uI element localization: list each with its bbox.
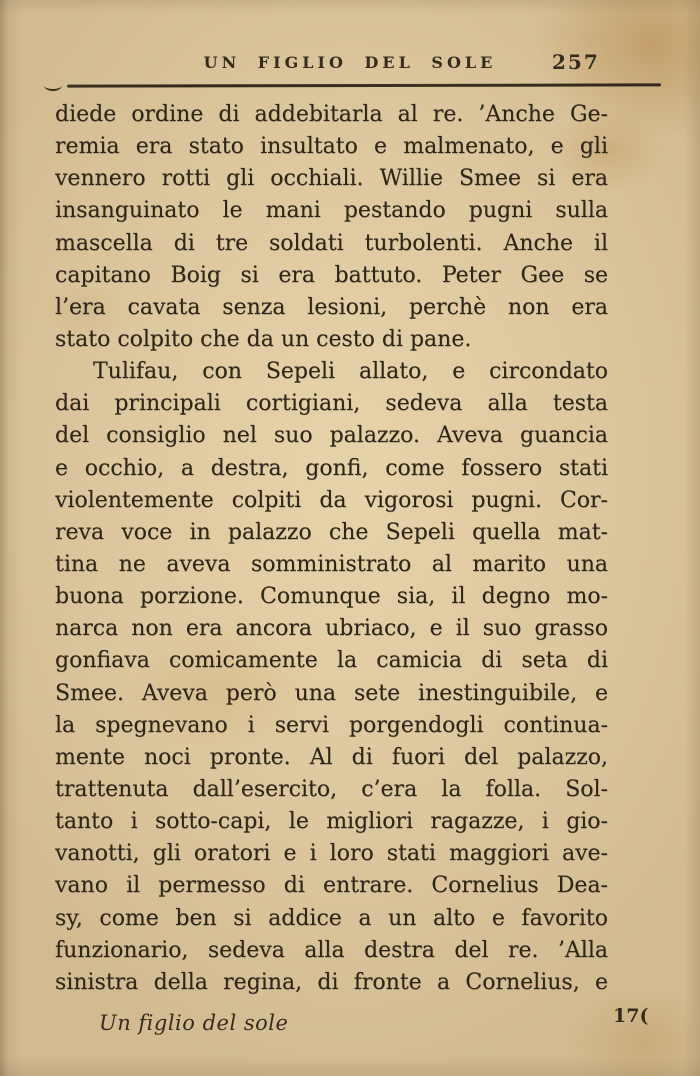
text-line: funzionario, sedeva alla destra del re. ’Alla <box>55 937 608 963</box>
text-line: sinistra della regina, di fronte a Cornelius, e <box>55 969 608 995</box>
text-line: gonfiava comicamente la camicia di seta di <box>55 648 608 674</box>
text-block <box>55 99 608 999</box>
text-line: la spegnevano i servi porgendogli continua- <box>55 712 608 738</box>
text-line: tanto i sotto-capi, le migliori ragazze, i gio- <box>55 809 608 835</box>
running-title: UN FIGLIO DEL SOLE <box>203 53 497 72</box>
text-line: trattenuta dall’esercito, c’era la folla. Sol- <box>55 776 608 802</box>
text-line: tina ne aveva somministrato al marito una <box>55 551 608 577</box>
header-rule <box>67 83 661 87</box>
text-line: Tulifau, con Sepeli allato, e circondato <box>93 359 608 385</box>
footer-running-title: Un figlio del sole <box>99 1011 289 1035</box>
text-line: del consiglio nel suo palazzo. Aveva guancia <box>55 423 608 449</box>
text-line: buona porzione. Comunque sia, il degno mo- <box>55 584 608 610</box>
text-line: e occhio, a destra, gonfi, come fossero stati <box>55 455 608 481</box>
text-line: sy, come ben si addice a un alto e favorito <box>55 905 608 931</box>
signature-mark: 17( <box>613 1005 649 1027</box>
text-line: capitano Boig si era battuto. Peter Gee se <box>55 262 608 288</box>
rule-left-dash <box>44 80 62 91</box>
text-line: narca non era ancora ubriaco, e il suo grasso <box>55 616 608 642</box>
text-line: remia era stato insultato e malmenato, e gli <box>55 134 608 160</box>
text-line: mascella di tre soldati turbolenti. Anche il <box>55 230 608 256</box>
text-line: vano il permesso di entrare. Cornelius Dea- <box>55 873 608 899</box>
text-line: vanotti, gli oratori e i loro stati maggiori ave- <box>55 841 608 867</box>
text-line: Smee. Aveva però una sete inestinguibile, e <box>55 680 608 706</box>
text-line: stato colpito che da un cesto di pane. <box>55 326 472 352</box>
text-line: dai principali cortigiani, sedeva alla testa <box>55 391 608 417</box>
text-line: insanguinato le mani pestando pugni sulla <box>55 198 608 224</box>
text-line: l’era cavata senza lesioni, perchè non era <box>55 294 608 320</box>
text-line: vennero rotti gli occhiali. Willie Smee si era <box>55 166 608 192</box>
page-number: 257 <box>552 50 600 74</box>
text-line: reva voce in palazzo che Sepeli quella mat- <box>55 519 608 545</box>
text-line: violentemente colpiti da vigorosi pugni. Cor- <box>55 487 608 513</box>
text-line: diede ordine di addebitarla al re. ’Anche Ge- <box>55 102 608 127</box>
text-line: mente noci pronte. Al di fuori del palazzo, <box>55 744 608 770</box>
